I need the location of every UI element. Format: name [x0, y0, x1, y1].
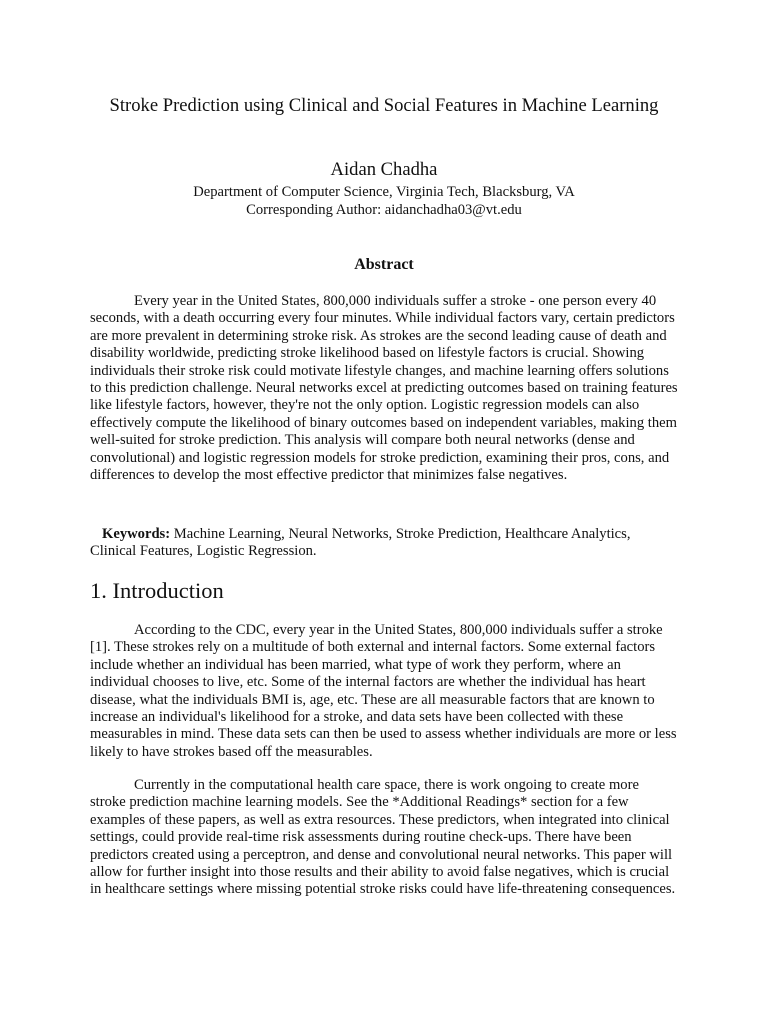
keywords-label: Keywords: [102, 526, 171, 542]
introduction-paragraph-1: According to the CDC, every year in the United States, 800,000 individuals suffer a stroke [1]. These strokes rely on a multitude of both external and internal factors. Some external factors include whether an individual has been married, what type of work they perform, where an individual chooses to live, etc. Some of the internal factors are whether the individual has heart disease, what the individuals BMI is, age, etc. These are all measurable factors that are known to increase an individual's likelihood for a stroke, and data sets have been collected with these measurables in mind. These data sets can then be used to assess whether individuals are more or less likely to have strokes based off the measurables. [90, 622, 677, 760]
abstract-text: Every year in the United States, 800,000 individuals suffer a stroke - one person every 40 seconds, with a death occurring every four minutes. While individual factors vary, certain predictors are more prevalent in determining stroke risk. As strokes are the second leading cause of death and disability worldwide, predicting stroke likelihood based on lifestyle factors is crucial. Showing individuals their stroke risk could motivate lifestyle changes, and machine learning offers solutions to this prediction challenge. Neural networks excel at predicting outcomes based on training features like lifestyle factors, however, they're not the only option. Logistic regression models can also effectively compute the likelihood of binary outcomes based on independent variables, making them well-suited for stroke prediction. This analysis will compare both neural networks (dense and convolutional) and logistic regression models for stroke prediction, examining their pros, cons, and differences to develop the most effective predictor that minimizes false negatives. [90, 293, 678, 484]
corresponding-author: Corresponding Author: aidanchadha03@vt.edu [246, 202, 522, 218]
author-affiliation: Department of Computer Science, Virginia Tech, Blacksburg, VA [193, 184, 575, 200]
author-name: Aidan Chadha [330, 159, 438, 180]
introduction-heading: 1. Introduction [90, 578, 224, 603]
introduction-paragraph-2: Currently in the computational health care space, there is work ongoing to create more stroke prediction machine learning models. See the *Additional Readings* section for a few examples of these papers, as well as extra resources. These predictors, when integrated into clinical settings, could provide real-time risk assessments during routine check-ups. There have been predictors created using a perceptron, and dense and convolutional neural networks. This paper will allow for further insight into those results and their ability to avoid false negatives, which is crucial in healthcare settings where missing potential stroke risks could have life-threatening consequences. [90, 777, 676, 898]
keywords-text: Machine Learning, Neural Networks, Stroke Prediction, Healthcare Analytics, Clinical Features, Logistic Regression. [90, 526, 631, 560]
keywords-paragraph [90, 526, 678, 561]
abstract-heading: Abstract [354, 256, 414, 273]
paper-title: Stroke Prediction using Clinical and Social Features in Machine Learning [109, 95, 659, 116]
